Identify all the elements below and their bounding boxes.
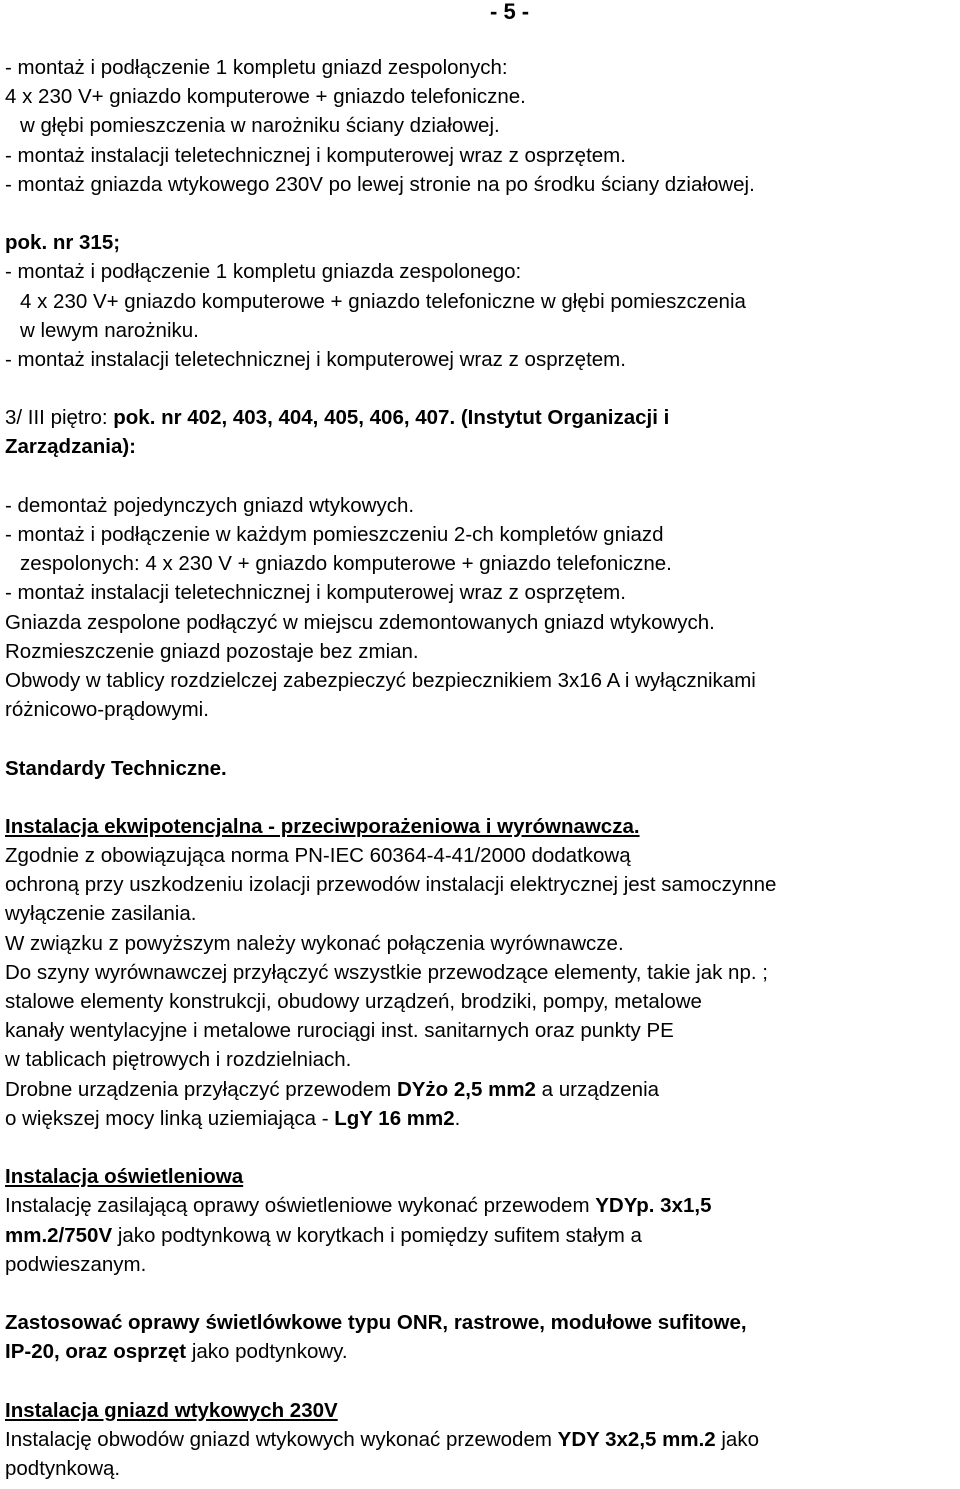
cable-spec: LgY 16 mm2 [334,1106,455,1130]
text-line [5,1221,960,1250]
text-run: a urządzenia [535,1077,660,1101]
document-body [5,53,960,1483]
text-line: - demontaż pojedynczych gniazd wtykowych. [5,493,415,517]
text-line: - montaż i podłączenie 1 kompletu gniazd zespolonych: [5,56,508,79]
text-line [5,1104,960,1133]
section-lighting [5,1162,960,1279]
text-line: - montaż instalacji teletechnicznej i komputerowej wraz z osprzętem. [5,347,626,371]
text-run: Drobne urządzenia przyłączyć przewodem [5,1077,397,1101]
text-line: Rozmieszczenie gniazd pozostaje bez zmian. [5,639,419,663]
floor-heading [5,403,960,432]
text-line [5,1337,960,1366]
text-line: stalowe elementy konstrukcji, obudowy urządzeń, brodziki, pompy, metalowe [5,990,702,1013]
cable-spec: mm.2/750V [5,1223,113,1247]
floor-heading-cont: Zarządzania): [5,435,136,459]
text-line: zespolonych: 4 x 230 V + gniazdo komputerowe + gniazdo telefoniczne. [20,552,672,576]
text-line: w lewym narożniku. [20,318,199,342]
text-run: jako podtynkowy. [186,1340,348,1364]
block-room-315 [5,228,960,374]
section-sockets [5,1396,960,1484]
text-run: Instalację zasilającą oprawy oświetleniowe wykonać przewodem [5,1194,596,1218]
section-heading-standards: Standardy Techniczne. [5,756,227,780]
section-heading: Instalacja ekwipotencjalna - przeciwporażeniowa i wyrównawcza. [5,814,640,838]
text-line: 4 x 230 V+ gniazdo komputerowe + gniazdo telefoniczne. [5,85,526,109]
page-number: - 5 - [490,0,530,24]
floor-label: 3/ III piętro: [5,406,114,430]
text-line: - montaż instalacji teletechnicznej i komputerowej wraz z osprzętem. [5,143,626,167]
text-line: kanały wentylacyjne i metalowe rurociągi inst. sanitarnych oraz punkty PE [5,1019,674,1043]
text-line: Zastosować oprawy świetlówkowe typu ONR, rastrowe, modułowe sufitowe, [5,1311,747,1335]
text-line: w tablicach piętrowych i rozdzielniach. [5,1048,352,1072]
section-heading: Instalacja oświetleniowa [5,1165,244,1189]
text-run: o większej mocy linką uziemiająca - [5,1106,335,1130]
text-line [5,1191,960,1220]
text-line: podtynkową. [5,1457,121,1480]
block-room-list [5,53,960,199]
text-line: W związku z powyższym należy wykonać połączenia wyrównawcze. [5,931,624,955]
text-line: podwieszanym. [5,1252,147,1276]
text-line [5,1075,960,1104]
section-fixtures [5,1308,960,1366]
section-equipotential [5,812,960,1133]
text-line: wyłączenie zasilania. [5,902,197,926]
text-line [5,1425,960,1454]
block-floor-3 [5,403,960,724]
text-line: Gniazda zespolone podłączyć w miejscu zdemontowanych gniazd wtykowych. [5,610,715,634]
text-line: - montaż i podłączenie w każdym pomieszczeniu 2-ch kompletów gniazd [5,523,664,546]
text-line: - montaż i podłączenie 1 kompletu gniazda zespolonego: [5,260,522,284]
text-line: 4 x 230 V+ gniazdo komputerowe + gniazdo telefoniczne w głębi pomieszczenia [20,289,746,313]
floor-rooms: pok. nr 402, 403, 404, 405, 406, 407. (Instytut Organizacji i [113,406,670,430]
cable-spec: YDYp. 3x1,5 [595,1194,712,1218]
text-line: - montaż instalacji teletechnicznej i komputerowej wraz z osprzętem. [5,581,626,605]
text-run: . [454,1106,461,1130]
text-run: jako [715,1427,759,1451]
text-line: - montaż gniazda wtykowego 230V po lewej stronie na po środku ściany działowej. [5,172,755,196]
text-line: ochroną przy uszkodzeniu izolacji przewodów instalacji elektrycznej jest samoczynne [5,873,777,897]
section-heading: Instalacja gniazd wtykowych 230V [5,1398,338,1422]
text-run: jako podtynkową w korytkach i pomiędzy sufitem stałym a [112,1223,642,1247]
text-run: IP-20, oraz osprzęt [5,1340,187,1364]
text-run: Instalację obwodów gniazd wtykowych wykonać przewodem [5,1427,558,1451]
text-line: różnicowo-prądowymi. [5,698,209,722]
text-line: Do szyny wyrównawczej przyłączyć wszystkie przewodzące elementy, takie jak np. ; [5,960,768,984]
text-line: Obwody w tablicy rozdzielczej zabezpieczyć bezpiecznikiem 3x16 A i wyłącznikami [5,668,756,692]
room-heading: pok. nr 315; [5,231,121,255]
cable-spec: YDY 3x2,5 mm.2 [557,1427,716,1451]
text-line: Zgodnie z obowiązująca norma PN-IEC 60364-4-41/2000 dodatkową [5,844,631,868]
text-line: w głębi pomieszczenia w narożniku ściany działowej. [20,114,500,138]
cable-spec: DYżo 2,5 mm2 [396,1077,536,1101]
